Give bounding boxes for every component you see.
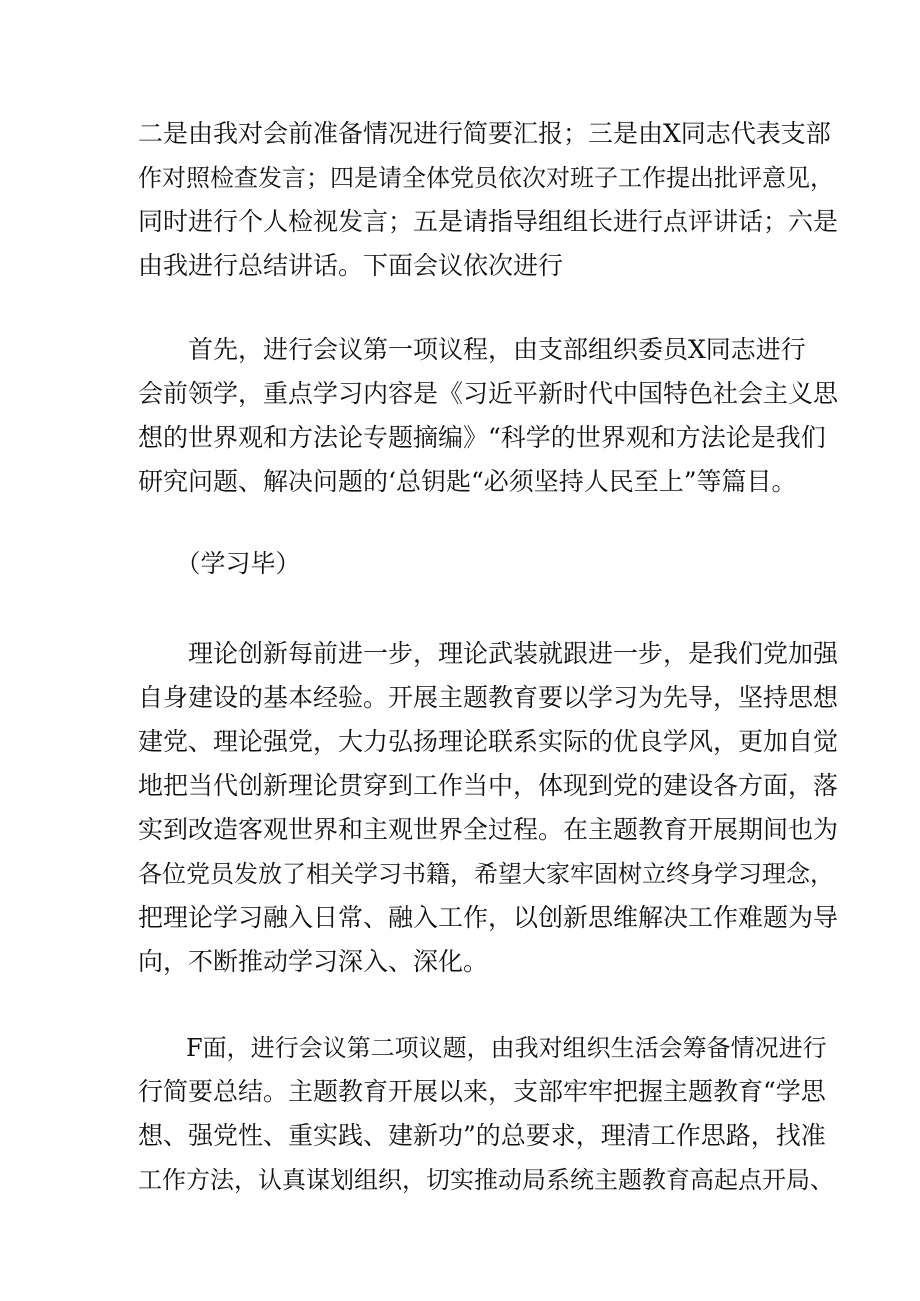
paragraph-first-item [138, 328, 838, 504]
text-line: 同时进行个人检视发言；五是请指导组组长进行点评讲话；六是 [138, 207, 839, 236]
text-line: 各位党员发放了相关学习书籍，希望大家牢固树立终身学习理念， [138, 860, 834, 888]
text-line: 由我进行总结讲话。下面会议依次进行 [138, 251, 564, 280]
text-line: 把理论学习融入日常、融入工作，以创新思维解决工作难题为导 [138, 903, 839, 932]
text-line: 行简要总结。主题教育开展以来，支部牢牢把握主题教育“学思 [138, 1077, 826, 1106]
text-line: 建党、理论强党，大力弘扬理论联系实际的优良学风，更加自觉 [138, 727, 839, 756]
text-line: 理论创新每前进一步，理论武装就跟进一步，是我们党加强 [138, 639, 839, 668]
text-line: F面，进行会议第二项议题，由我对组织生活会筹备情况进行 [138, 1034, 827, 1062]
text-line: 自身建设的基本经验。开展主题教育要以学习为先导，坚持思想 [138, 683, 839, 712]
text-line: 向，不断推动学习深入、深化。 [138, 947, 489, 976]
paragraph-second-item [138, 1026, 838, 1202]
text-line: 地把当代创新理论贯穿到工作当中，体现到党的建设各方面，落 [138, 771, 839, 800]
text-line: 实到改造客观世界和主观世界全过程。在主题教育开展期间也为 [138, 815, 839, 844]
text-line: 想的世界观和方法论专题摘编》“科学的世界观和方法论是我们 [138, 423, 826, 452]
paragraph-theory [138, 632, 838, 984]
text-line: 二是由我对会前准备情况进行简要汇报；三是由X同志代表支部 [138, 119, 831, 148]
text-line: 想、强党性、重实践、建新功”的总要求，理清工作思路，找准 [138, 1121, 826, 1150]
paragraph-agenda [138, 112, 838, 288]
text-line: 工作方法，认真谋划组织，切实推动局系统主题教育高起点开局、 [138, 1166, 834, 1194]
text-line: 首先，进行会议第一项议程，由支部组织委员X同志进行 [138, 335, 806, 364]
text-line: 会前领学，重点学习内容是《习近平新时代中国特色社会主义思 [138, 379, 839, 408]
text-line: （学习毕） [138, 549, 301, 578]
paragraph-study-done [138, 542, 838, 586]
text-line: 作对照检查发言；四是请全体党员依次对班子工作提出批评意见， [138, 164, 834, 192]
text-line: 研究问题、解决问题的‘总钥匙“必须坚持人民至上”等篇目。 [138, 467, 797, 496]
